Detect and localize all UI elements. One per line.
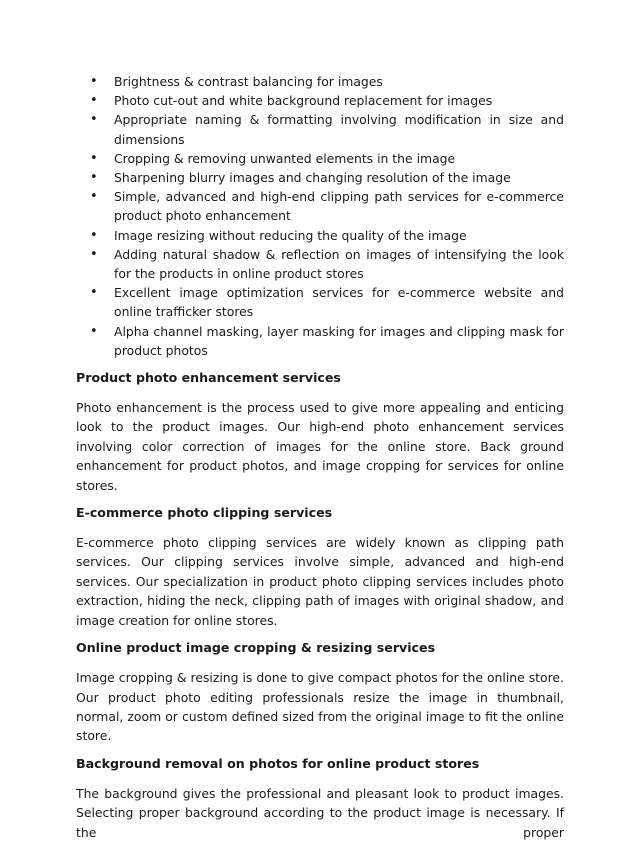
- bullet-icon: •: [90, 150, 98, 166]
- bullet-icon: •: [90, 189, 98, 205]
- section-paragraph: The background gives the professional and pleasant look to product images. Selecting proper background according to the product image is necessary. If the proper: [76, 785, 564, 840]
- bullet-icon: •: [90, 285, 98, 301]
- bullet-icon: •: [90, 323, 98, 339]
- list-item: • Alpha channel masking, layer masking for images and clipping mask for product photos: [90, 323, 564, 358]
- bullet-icon: •: [90, 227, 98, 243]
- bullet-icon: •: [90, 93, 98, 109]
- list-item: • Adding natural shadow & reflection on images of intensifying the look for the products in online product stores: [90, 246, 564, 282]
- bullet-icon: •: [90, 74, 98, 89]
- section-heading: E-commerce photo clipping services: [76, 505, 333, 521]
- section-heading: Product photo enhancement services: [76, 370, 341, 386]
- section-paragraph: Photo enhancement is the process used to give more appealing and enticing look to the product images. Our high-end photo enhancement services involving color correction of images for the online store. Back ground enhancement for product photos, and image cropping for services for online stores.: [76, 400, 564, 493]
- bullet-icon: •: [90, 112, 98, 128]
- list-item: • Image resizing without reducing the quality of the image: [76, 226, 564, 245]
- list-item: • Photo cut-out and white background replacement for images: [76, 91, 564, 110]
- list-item: • Brightness & contrast balancing for images: [76, 72, 564, 91]
- list-item: • Simple, advanced and high-end clipping path services for e-commerce product photo enhancement: [90, 189, 564, 224]
- section-heading: Online product image cropping & resizing services: [76, 640, 436, 656]
- bullet-icon: •: [90, 170, 98, 186]
- bullet-icon: •: [90, 246, 98, 262]
- services-bullet-list: [76, 72, 564, 360]
- section-heading: Background removal on photos for online product stores: [76, 755, 480, 771]
- list-item: • Sharpening blurry images and changing resolution of the image: [76, 168, 564, 187]
- list-item: • Cropping & removing unwanted elements in the image: [76, 149, 564, 168]
- list-item: • Excellent image optimization services for e-commerce website and online trafficker stores: [90, 285, 564, 320]
- section-paragraph: Image cropping & resizing is done to give compact photos for the online store. Our product photo editing professionals resize the image in thumbnail, normal, zoom or custom defined sized from the original image to fit the online store.: [76, 670, 564, 744]
- section-paragraph: E-commerce photo clipping services are widely known as clipping path services. Our clipping services involve simple, advanced and high-end services. Our specialization in product photo clipping services includes photo extraction, hiding the neck, clipping path of images with original shadow, and image creation for online stores.: [76, 535, 564, 628]
- list-item: • Appropriate naming & formatting involving modification in size and dimensions: [90, 112, 564, 147]
